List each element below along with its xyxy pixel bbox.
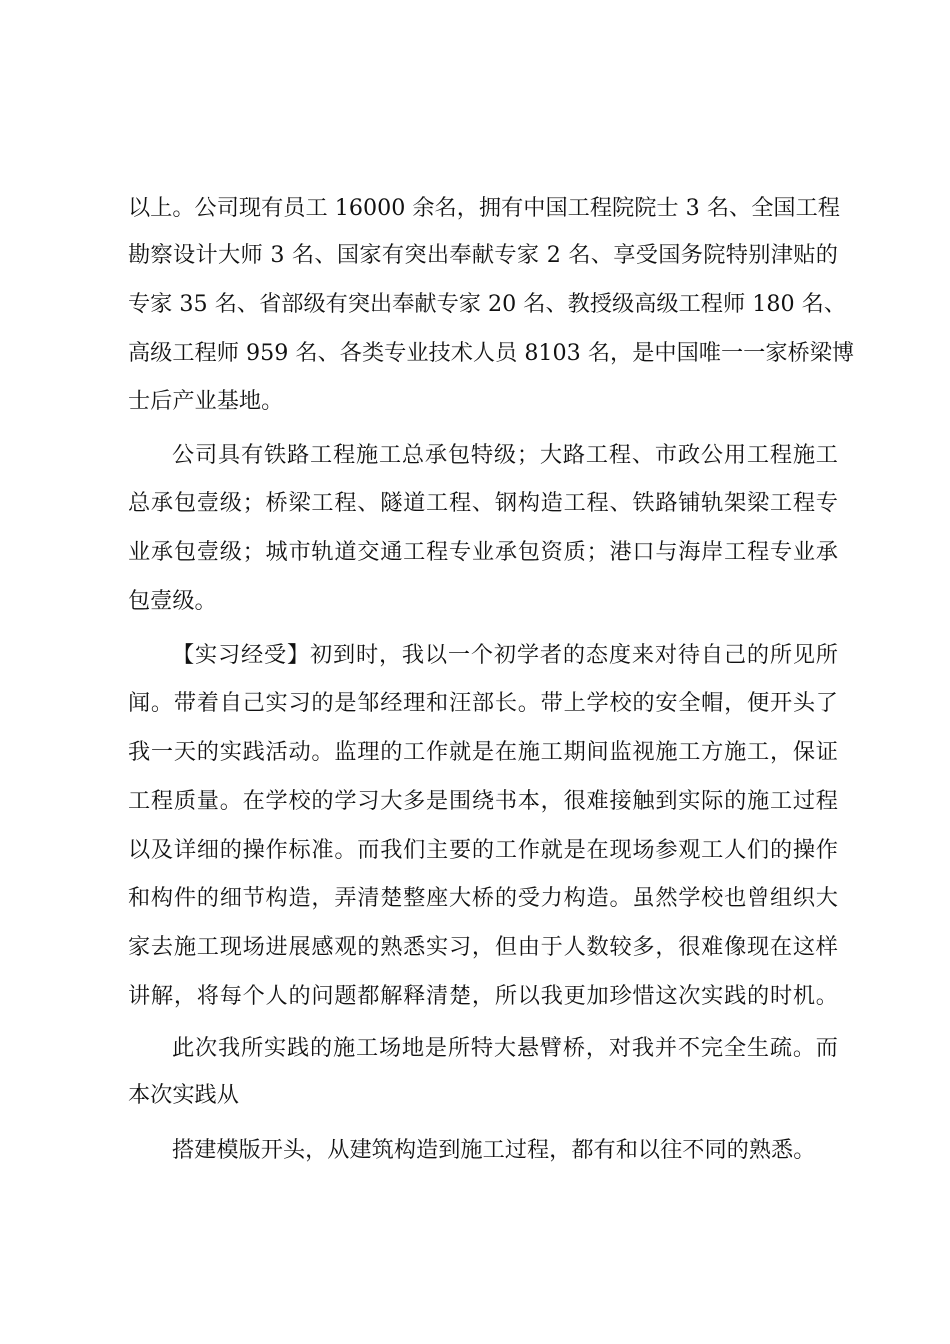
paragraph-1-line-5: 士后产业基地。 (128, 388, 284, 414)
paragraph-3-line-6: 和构件的细节构造，弄清楚整座大桥的受力构造。虽然学校也曾组织大 (128, 885, 838, 911)
paragraph-2-line-1: 公司具有铁路工程施工总承包特级；大路工程、市政公用工程施工 (172, 442, 838, 468)
paragraph-3-line-4: 工程质量。在学校的学习大多是围绕书本，很难接触到实际的施工过程 (128, 788, 838, 814)
paragraph-4-line-2: 本次实践从 (128, 1082, 239, 1108)
paragraph-3-line-3: 我一天的实践活动。监理的工作就是在施工期间监视施工方施工，保证 (128, 739, 838, 765)
paragraph-1-line-4: 高级工程师 959 名、各类专业技术人员 8103 名，是中国唯一一家桥梁博 (128, 340, 855, 366)
paragraph-1-line-2: 勘察设计大师 3 名、国家有突出奉献专家 2 名、享受国务院特别津贴的 (128, 242, 838, 268)
paragraph-2-line-4: 包壹级。 (128, 588, 217, 614)
paragraph-3-line-5: 以及详细的操作标准。而我们主要的工作就是在现场参观工人们的操作 (128, 837, 838, 863)
paragraph-1-line-1: 以上。公司现有员工 16000 余名，拥有中国工程院院士 3 名、全国工程 (128, 195, 840, 221)
paragraph-3-line-1: 【实习经受】初到时，我以一个初学者的态度来对待自己的所见所 (172, 642, 838, 668)
paragraph-5-line-1: 搭建模版开头，从建筑构造到施工过程，都有和以往不同的熟悉。 (172, 1137, 816, 1163)
paragraph-3-line-2: 闻。带着自己实习的是邹经理和汪部长。带上学校的安全帽，便开头了 (128, 690, 838, 716)
paragraph-1-line-3: 专家 35 名、省部级有突出奉献专家 20 名、教授级高级工程师 180 名、 (128, 291, 847, 317)
paragraph-4-line-1: 此次我所实践的施工场地是所特大悬臂桥，对我并不完全生疏。而 (172, 1035, 838, 1061)
paragraph-2-line-3: 业承包壹级；城市轨道交通工程专业承包资质；港口与海岸工程专业承 (128, 539, 838, 565)
paragraph-2-line-2: 总承包壹级；桥梁工程、隧道工程、钢构造工程、铁路铺轨架梁工程专 (128, 490, 838, 516)
paragraph-3-line-7: 家去施工现场进展感观的熟悉实习，但由于人数较多，很难像现在这样 (128, 934, 838, 960)
paragraph-3-line-8: 讲解，将每个人的问题都解释清楚，所以我更加珍惜这次实践的时机。 (128, 983, 838, 1009)
